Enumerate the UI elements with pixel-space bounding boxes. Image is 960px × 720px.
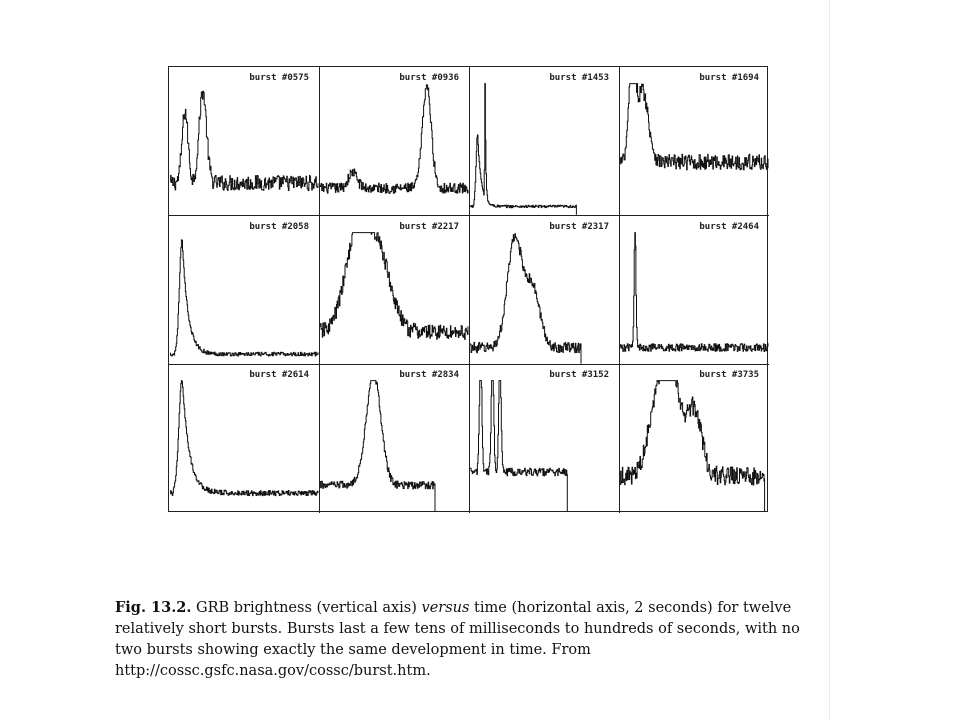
burst-label: burst #3735 <box>699 370 759 381</box>
burst-panel <box>169 216 319 365</box>
burst-panel <box>619 67 769 216</box>
grid-divider-horizontal <box>169 364 769 365</box>
burst-label: burst #2834 <box>399 370 459 381</box>
burst-panel <box>469 364 619 513</box>
burst-series-line <box>470 381 567 512</box>
burst-series-line <box>170 381 318 496</box>
burst-series-line <box>320 381 435 512</box>
burst-panel <box>619 364 769 513</box>
burst-curve-svg <box>469 216 619 365</box>
burst-series-line <box>470 233 581 363</box>
grid-divider-vertical <box>319 67 320 513</box>
burst-panel <box>469 67 619 216</box>
burst-label: burst #3152 <box>549 370 609 381</box>
caption-lead: Fig. 13.2. <box>115 599 192 616</box>
burst-label: burst #2217 <box>399 221 459 232</box>
burst-panel <box>619 216 769 365</box>
burst-curve-svg <box>619 364 769 513</box>
burst-panel <box>319 216 469 365</box>
burst-series-line <box>320 85 468 194</box>
burst-curve-svg <box>619 216 769 365</box>
burst-curve-svg <box>169 364 319 513</box>
caption-part2: time (horizontal axis, 2 seconds) for twelve relatively short bursts. Bursts last a few tens of milliseconds to hundreds of seconds, with no two bursts showing exactly the same development in time. From http://cossc.gsfc.nasa.gov/cossc/burst.htm. <box>115 600 800 679</box>
burst-label: burst #0575 <box>249 73 309 83</box>
burst-curve-svg <box>319 364 469 513</box>
burst-label: burst #2464 <box>699 221 759 232</box>
burst-curve-svg <box>469 67 619 216</box>
burst-panel <box>469 216 619 365</box>
burst-label: burst #2614 <box>249 370 309 381</box>
burst-series-line <box>170 91 318 190</box>
burst-curve-svg <box>469 364 619 513</box>
burst-panel <box>169 364 319 513</box>
caption-emphasis: versus <box>421 600 470 616</box>
burst-series-line <box>170 240 318 356</box>
burst-label: burst #2058 <box>249 221 309 232</box>
burst-series-line <box>470 84 576 215</box>
grid-divider-vertical <box>619 67 620 513</box>
burst-panel <box>169 67 319 216</box>
burst-label: burst #1694 <box>699 73 759 83</box>
page-edge <box>829 0 830 720</box>
burst-panel <box>319 67 469 216</box>
burst-curve-svg <box>319 67 469 216</box>
burst-label: burst #2317 <box>549 221 609 232</box>
grid-divider-vertical <box>469 67 470 513</box>
burst-series-line <box>320 232 468 339</box>
burst-curve-svg <box>169 67 319 216</box>
burst-grid <box>168 66 768 512</box>
figure-caption <box>115 597 815 682</box>
burst-curve-svg <box>169 216 319 365</box>
burst-curve-svg <box>319 216 469 365</box>
burst-series-line <box>620 232 768 351</box>
burst-label: burst #1453 <box>549 73 609 83</box>
grid-divider-horizontal <box>169 215 769 216</box>
burst-curve-svg <box>619 67 769 216</box>
burst-series-line <box>620 381 765 512</box>
burst-series-line <box>620 84 768 170</box>
burst-panel <box>319 364 469 513</box>
caption-part1: GRB brightness (vertical axis) <box>191 600 422 616</box>
burst-label: burst #0936 <box>399 73 459 83</box>
